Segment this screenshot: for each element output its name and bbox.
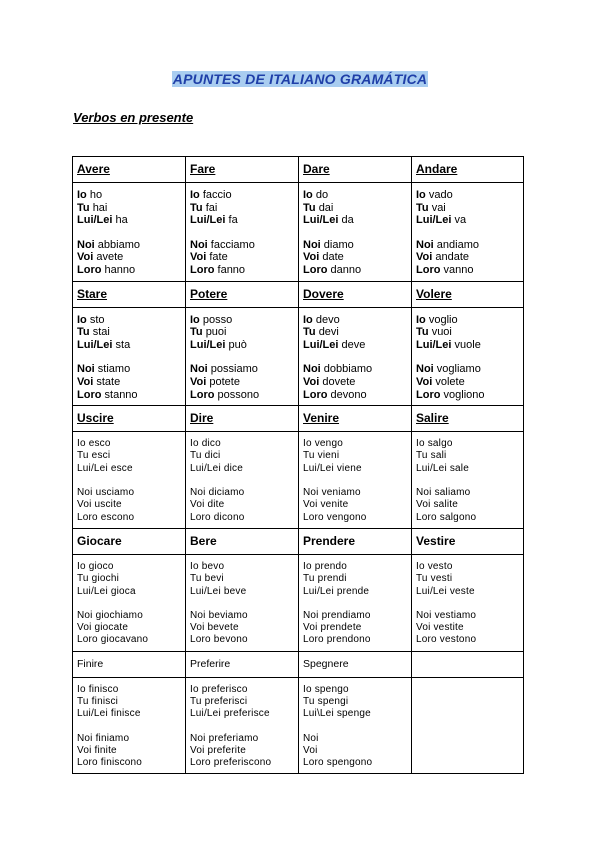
conjugation-cell: Io spengo Tu spengi Lui\Lei spenge Noi Voi Loro spengono [299,677,412,774]
conjugation-row [73,554,524,651]
conjugation-cell: Io bevo Tu bevi Lui/Lei beve Noi beviamo Voi bevete Loro bevono [186,554,299,651]
verb-name [412,651,524,677]
verb-name: Vestire [412,528,524,554]
verb-name: Dovere [299,281,412,307]
page-title: APUNTES DE ITALIANO GRAMÁTICA [172,71,428,87]
conjugation-cell: Io posso Tu puoi Lui/Lei può Noi possiamo Voi potete Loro possono [186,307,299,406]
conjugation-cell: Io faccio Tu fai Lui/Lei fa Noi facciamo Voi fate Loro fanno [186,183,299,282]
verb-name: Stare [73,281,186,307]
verb-name: Potere [186,281,299,307]
verb-name: Giocare [73,528,186,554]
conjugation-cell: Io devo Tu devi Lui/Lei deve Noi dobbiamo Voi dovete Loro devono [299,307,412,406]
verb-name: Salire [412,406,524,432]
conjugation-cell-empty [412,677,524,774]
conjugation-row [73,432,524,529]
conjugation-cell: Io sto Tu stai Lui/Lei sta Noi stiamo Voi state Loro stanno [73,307,186,406]
conjugation-cell: Io do Tu dai Lui/Lei da Noi diamo Voi date Loro danno [299,183,412,282]
verb-name: Venire [299,406,412,432]
conjugation-row [73,677,524,774]
section-subtitle: Verbos en presente [73,110,194,125]
verb-name: Uscire [73,406,186,432]
verb-name: Andare [412,157,524,183]
verb-name: Prendere [299,528,412,554]
conjugation-cell: Io vado Tu vai Lui/Lei va Noi andiamo Voi andate Loro vanno [412,183,524,282]
conjugation-cell: Io salgo Tu sali Lui/Lei sale Noi saliamo Voi salite Loro salgono [412,432,524,529]
verb-name: Avere [73,157,186,183]
conjugation-cell: Io ho Tu hai Lui/Lei ha Noi abbiamo Voi avete Loro hanno [73,183,186,282]
verb-name: Fare [186,157,299,183]
verb-header-row [73,157,524,183]
verb-name: Volere [412,281,524,307]
conjugation-cell: Io prendo Tu prendi Lui/Lei prende Noi prendiamo Voi prendete Loro prendono [299,554,412,651]
verb-header-row [73,281,524,307]
conjugation-cell: Io preferisco Tu preferisci Lui/Lei preferisce Noi preferiamo Voi preferite Loro preferiscono [186,677,299,774]
conjugation-cell: Io gioco Tu giochi Lui/Lei gioca Noi giochiamo Voi giocate Loro giocavano [73,554,186,651]
conjugation-row [73,183,524,282]
conjugation-cell: Io dico Tu dici Lui/Lei dice Noi diciamo Voi dite Loro dicono [186,432,299,529]
verb-header-row [73,406,524,432]
verb-name: Dire [186,406,299,432]
conjugation-cell: Io vengo Tu vieni Lui/Lei viene Noi veniamo Voi venite Loro vengono [299,432,412,529]
verb-table [72,156,524,774]
verb-name: Dare [299,157,412,183]
conjugation-cell: Io esco Tu esci Lui/Lei esce Noi usciamo Voi uscite Loro escono [73,432,186,529]
conjugation-cell: Io voglio Tu vuoi Lui/Lei vuole Noi vogliamo Voi volete Loro vogliono [412,307,524,406]
verb-name: Finire [73,651,186,677]
verb-name: Spegnere [299,651,412,677]
verb-name: Bere [186,528,299,554]
verb-name: Preferire [186,651,299,677]
conjugation-row [73,307,524,406]
conjugation-cell: Io finisco Tu finisci Lui/Lei finisce Noi finiamo Voi finite Loro finiscono [73,677,186,774]
verb-header-row [73,651,524,677]
conjugation-cell: Io vesto Tu vesti Lui/Lei veste Noi vestiamo Voi vestite Loro vestono [412,554,524,651]
verb-header-row [73,528,524,554]
